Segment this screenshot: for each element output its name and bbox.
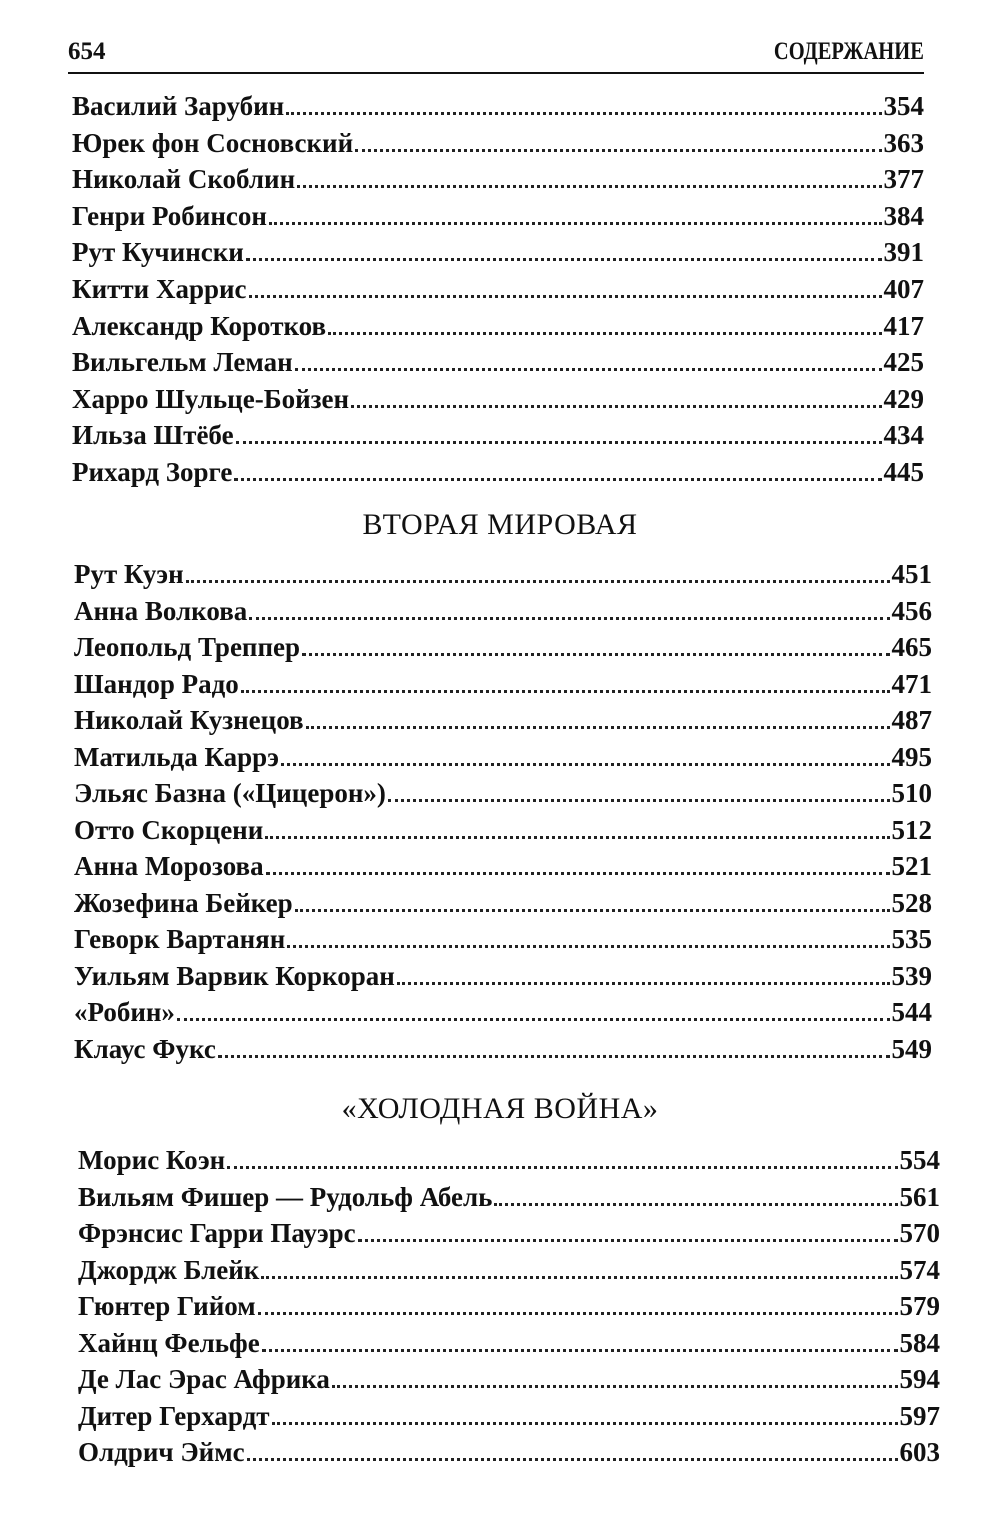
toc-entry-title: Вильям Фишер — Рудольф Абель (78, 1181, 493, 1212)
dot-leader (494, 1203, 897, 1206)
toc-entry[interactable] (78, 1248, 940, 1284)
dot-leader (262, 1349, 898, 1352)
toc-entry-page: 561 (899, 1181, 940, 1212)
toc-entry[interactable] (74, 844, 932, 880)
toc-entry[interactable] (72, 267, 924, 303)
dot-leader (177, 1018, 890, 1021)
toc-entry[interactable] (74, 589, 932, 625)
dot-leader (351, 405, 881, 408)
toc-entry-page: 535 (891, 924, 932, 954)
dot-leader (287, 945, 889, 948)
toc-entry-page: 487 (891, 705, 932, 735)
toc-entry-title: Анна Морозова (74, 851, 264, 881)
dot-leader (241, 690, 890, 693)
toc-entry[interactable] (72, 450, 924, 486)
toc-entry-page: 570 (899, 1218, 940, 1248)
toc-entry[interactable] (78, 1430, 940, 1466)
toc-entry-page: 594 (899, 1364, 940, 1394)
toc-entry-title: Жозефина Бейкер (74, 887, 293, 918)
toc-entry[interactable] (78, 1284, 940, 1320)
toc-entry-title: Василий Зарубин (72, 91, 285, 121)
toc-entry[interactable] (74, 735, 932, 771)
toc-entry[interactable] (72, 230, 924, 266)
toc-entry[interactable] (72, 304, 924, 340)
toc-entry-page: 544 (891, 997, 932, 1027)
toc-entry-title: Китти Харрис (72, 274, 247, 304)
dot-leader (286, 112, 881, 115)
toc-entry[interactable] (78, 1175, 940, 1211)
toc-entry[interactable] (74, 881, 932, 917)
toc-entry-title: Уильям Варвик Коркоран (74, 960, 395, 991)
running-title: СОДЕРЖАНИЕ (774, 38, 924, 65)
dot-leader (358, 1239, 898, 1242)
toc-entry-page: 471 (891, 668, 932, 699)
toc-entry-page: 539 (891, 960, 932, 991)
dot-leader (265, 836, 889, 839)
toc-entry-title: Клаус Фукс (74, 1033, 216, 1064)
dot-leader (246, 258, 882, 261)
toc-entry-page: 521 (891, 851, 932, 881)
dot-leader (332, 1385, 898, 1388)
toc-entry[interactable] (74, 990, 932, 1026)
toc-entry-title: Де Лас Эрас Африка (78, 1364, 330, 1394)
toc-entry-page: 584 (899, 1327, 940, 1358)
toc-entry-page: 445 (883, 457, 924, 487)
toc-entry-page: 391 (883, 237, 924, 268)
dot-leader (261, 1276, 897, 1279)
toc-entry-page: 574 (899, 1254, 940, 1285)
toc-entry[interactable] (72, 377, 924, 413)
toc-entry-title: Фрэнсис Гарри Пауэрс (78, 1218, 356, 1248)
toc-entry-page: 363 (883, 127, 924, 158)
toc-entry-page: 465 (891, 632, 932, 662)
section-title: «ХОЛОДНАЯ ВОЙНА» (341, 1092, 659, 1125)
toc-entry[interactable] (74, 625, 932, 661)
dot-leader (397, 982, 890, 985)
toc-entry-title: «Робин» (74, 997, 175, 1027)
toc-entry-title: Рут Кучински (72, 237, 244, 268)
toc-entry-title: Николай Скоблин (72, 164, 296, 195)
toc-entry[interactable] (74, 771, 932, 807)
toc-entry-page: 549 (891, 1033, 932, 1064)
toc-entry-title: Харро Шульце-Бойзен (72, 383, 350, 414)
toc-entry[interactable] (72, 340, 924, 376)
toc-entry[interactable] (78, 1211, 940, 1247)
dot-leader (249, 295, 882, 298)
dot-leader (272, 1422, 898, 1425)
toc-entry-page: 377 (883, 164, 924, 195)
toc-entry-page: 425 (883, 347, 924, 378)
dot-leader (249, 617, 889, 620)
toc-entry[interactable] (74, 917, 932, 953)
toc-entry-title: Леопольд Треппер (74, 632, 301, 662)
toc-entry-title: Дитер Герхардт (78, 1400, 270, 1431)
dot-leader (266, 872, 890, 875)
toc-entry-page: 579 (899, 1291, 940, 1321)
toc-entry-title: Гюнтер Гийом (78, 1291, 256, 1321)
toc-entry-title: Рут Куэн (74, 559, 184, 589)
toc-entry-title: Эльяс Базна («Цицерон») (74, 778, 386, 808)
toc-entry-title: Геворк Вартанян (74, 924, 286, 954)
dot-leader (186, 580, 890, 583)
toc-entry-page: 434 (883, 420, 924, 451)
section-title: ВТОРАЯ МИРОВАЯ (362, 508, 638, 541)
toc-entry-title: Ильза Штёбе (72, 420, 234, 451)
toc-entry[interactable] (72, 157, 924, 193)
dot-leader (302, 653, 889, 656)
toc-entry[interactable] (78, 1138, 940, 1174)
dot-leader (269, 222, 882, 225)
toc-entry-page: 554 (899, 1145, 940, 1175)
dot-leader (328, 332, 881, 335)
toc-entry-page: 597 (899, 1400, 940, 1431)
toc-entry-title: Шандор Радо (74, 668, 239, 699)
toc-entry-title: Рихард Зорге (72, 457, 233, 487)
toc-entry[interactable] (74, 1027, 932, 1063)
toc-entry[interactable] (72, 84, 924, 120)
dot-leader (281, 763, 890, 766)
dot-leader (355, 149, 881, 152)
toc-entry-title: Хайнц Фельфе (78, 1327, 260, 1358)
dot-leader (218, 1055, 890, 1058)
toc-entry-page: 512 (891, 814, 932, 845)
toc-entry[interactable] (78, 1394, 940, 1430)
toc-entry-title: Олдрич Эймс (78, 1437, 245, 1467)
toc-entry-title: Юрек фон Сосновский (72, 127, 354, 158)
toc-entry-page: 603 (899, 1437, 940, 1467)
toc-entry-page: 417 (883, 310, 924, 341)
toc-entry-page: 354 (883, 91, 924, 121)
toc-entry-title: Генри Робинсон (72, 200, 267, 231)
toc-entry-page: 510 (891, 778, 932, 808)
toc-entry-page: 429 (883, 383, 924, 414)
toc-entry-title: Морис Коэн (78, 1145, 226, 1175)
dot-leader (295, 368, 882, 371)
dot-leader (234, 478, 881, 481)
toc-entry-title: Отто Скорцени (74, 814, 264, 845)
toc-entry-title: Николай Кузнецов (74, 705, 304, 735)
page-header (68, 32, 924, 74)
toc-entry-title: Александр Коротков (72, 310, 327, 341)
toc-entry-page: 451 (891, 559, 932, 589)
toc-entry-page: 495 (891, 741, 932, 772)
toc-entry-page: 384 (883, 200, 924, 231)
toc-entry-title: Анна Волкова (74, 595, 248, 626)
toc-entry[interactable] (72, 121, 924, 157)
toc-entry-page: 407 (883, 274, 924, 304)
toc-entry-title: Вильгельм Леман (72, 347, 293, 378)
dot-leader (295, 909, 890, 912)
page-number: 654 (68, 38, 106, 65)
dot-leader (227, 1166, 897, 1169)
toc-entry-page: 528 (891, 887, 932, 918)
toc-entry-title: Матильда Каррэ (74, 741, 279, 772)
dot-leader (258, 1312, 898, 1315)
toc-entry-page: 456 (891, 595, 932, 626)
toc-entry[interactable] (72, 194, 924, 230)
dot-leader (247, 1458, 898, 1461)
dot-leader (306, 726, 890, 729)
toc-entry[interactable] (74, 552, 932, 588)
toc-entry[interactable] (78, 1321, 940, 1357)
toc-entry[interactable] (74, 808, 932, 844)
toc-entry[interactable] (74, 698, 932, 734)
toc-entry-title: Джордж Блейк (78, 1254, 260, 1285)
toc-entry[interactable] (74, 662, 932, 698)
dot-leader (388, 799, 890, 802)
dot-leader (236, 441, 882, 444)
toc-entry[interactable] (74, 954, 932, 990)
dot-leader (297, 185, 881, 188)
toc-entry[interactable] (78, 1357, 940, 1393)
toc-entry[interactable] (72, 413, 924, 449)
